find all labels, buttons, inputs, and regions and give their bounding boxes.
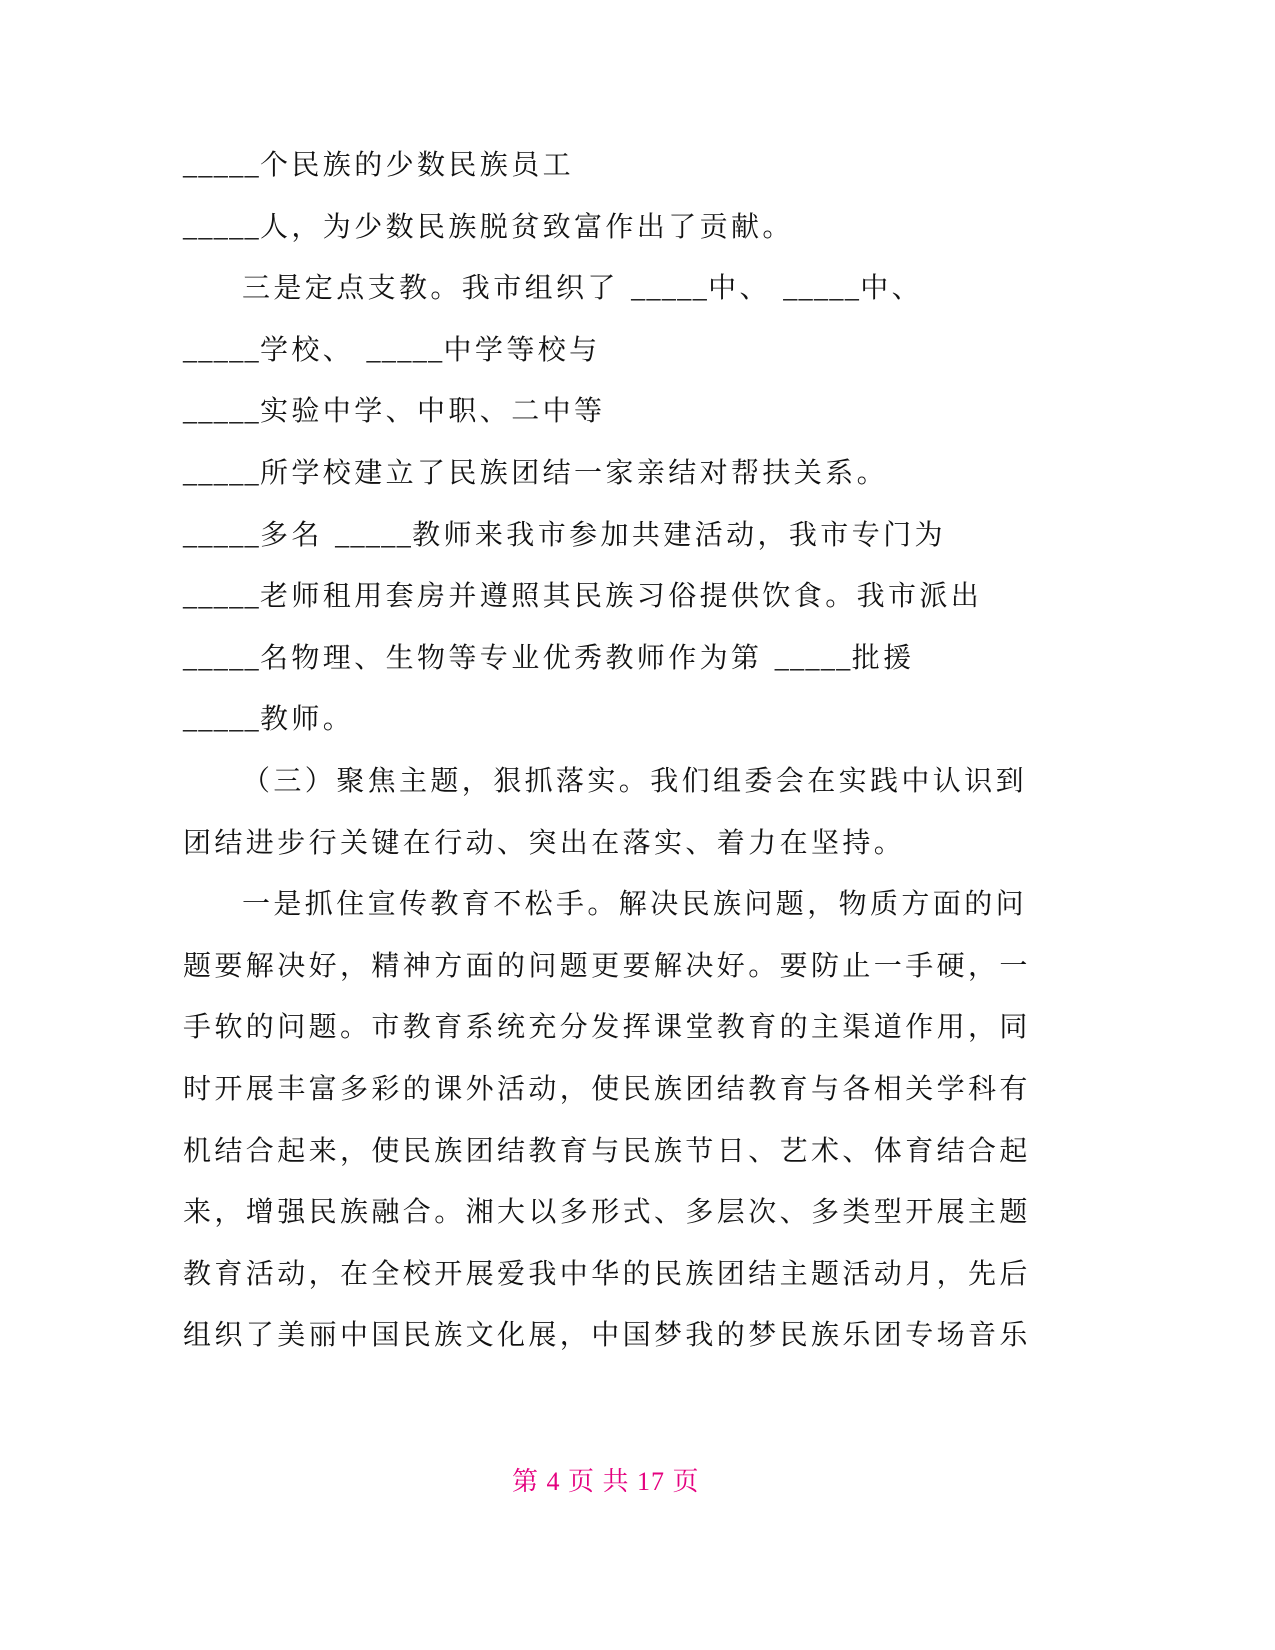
body-line: _____个民族的少数民族员工 — [183, 148, 575, 181]
fill-blank: _____ — [783, 273, 861, 305]
body-line: 组织了美丽中国民族文化展，中国梦我的梦民族乐团专场音乐 — [183, 1318, 1031, 1352]
body-line: _____多名 _____教师来我市参加共建活动，我市专门为 — [183, 517, 946, 551]
fill-blank: _____ — [183, 581, 260, 613]
fill-blank: _____ — [183, 396, 260, 428]
page-number-footer: 第 4 页 共 17 页 — [512, 1467, 700, 1496]
section-heading-line: （三）聚焦主题，狠抓落实。我们组委会在实践中认识到 — [242, 763, 1028, 797]
document-body — [183, 134, 1063, 1366]
body-line: _____老师租用套房并遵照其民族习俗提供饮食。我市派出 — [183, 579, 983, 613]
body-line: _____学校、 _____中学等校与 — [183, 332, 601, 366]
fill-blank: _____ — [183, 704, 260, 736]
body-line: 来，增强民族融合。湘大以多形式、多层次、多类型开展主题 — [183, 1195, 1031, 1229]
body-line: 题要解决好，精神方面的问题更要解决好。要防止一手硬，一 — [183, 948, 1031, 982]
fill-blank: _____ — [183, 457, 260, 489]
body-line: _____所学校建立了民族团结一家亲结对帮扶关系。 — [183, 455, 889, 489]
fill-blank: _____ — [366, 334, 444, 366]
body-line: _____人，为少数民族脱贫致富作出了贡献。 — [183, 209, 794, 243]
fill-blank: _____ — [631, 273, 709, 305]
body-line: 教育活动，在全校开展爱我中华的民族团结主题活动月，先后 — [183, 1256, 1031, 1290]
body-line: 机结合起来，使民族团结教育与民族节日、艺术、体育结合起 — [183, 1133, 1031, 1167]
body-line: 团结进步行关键在行动、突出在落实、着力在坚持。 — [183, 825, 906, 859]
fill-blank: _____ — [183, 211, 260, 243]
paragraph-start-line: 一是抓住宣传教育不松手。解决民族问题，物质方面的问 — [242, 887, 1028, 921]
body-line: 时开展丰富多彩的课外活动，使民族团结教育与各相关学科有 — [183, 1071, 1031, 1105]
body-line: _____名物理、生物等专业优秀教师作为第 _____批援 — [183, 640, 915, 674]
fill-blank: _____ — [183, 519, 260, 551]
fill-blank: _____ — [335, 519, 413, 551]
paragraph-start-line: 三是定点支教。我市组织了 _____中、 _____中、 — [242, 271, 924, 305]
body-line: _____实验中学、中职、二中等 — [183, 394, 606, 428]
body-line: 手软的问题。市教育系统充分发挥课堂教育的主渠道作用，同 — [183, 1010, 1031, 1044]
fill-blank: _____ — [183, 150, 260, 181]
fill-blank: _____ — [183, 334, 260, 366]
body-line: _____教师。 — [183, 702, 355, 736]
fill-blank: _____ — [183, 642, 260, 674]
fill-blank: _____ — [774, 642, 852, 674]
